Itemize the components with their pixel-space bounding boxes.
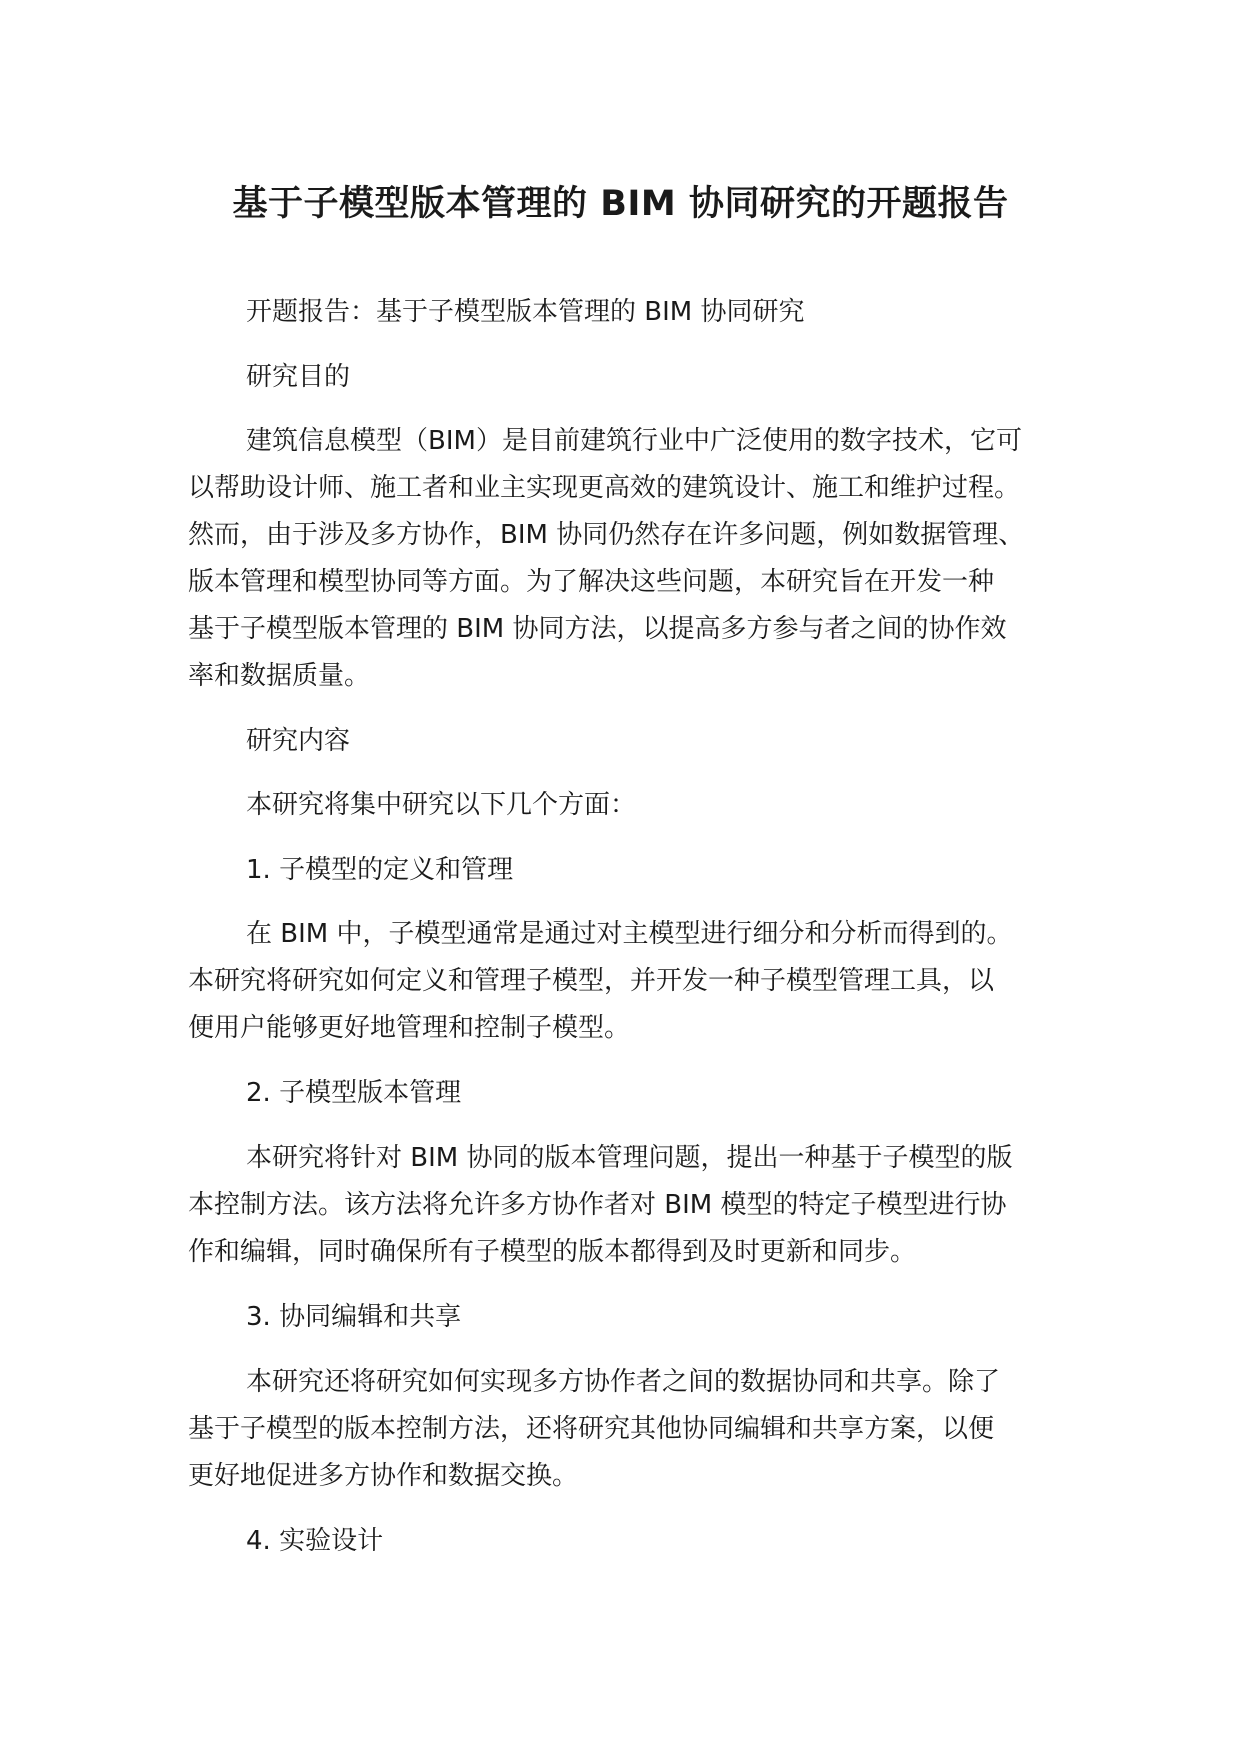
paragraph-line: 率和数据质量。 (188, 661, 371, 691)
document-title: 基于子模型版本管理的 BIM 协同研究的开题报告 (232, 184, 1009, 224)
section-heading-purpose: 研究目的 (246, 362, 351, 392)
report-subtitle: 开题报告：基于子模型版本管理的 BIM 协同研究 (246, 297, 805, 327)
paragraph-line: 本研究将集中研究以下几个方面： (246, 790, 637, 820)
paragraph-line: 本研究将研究如何定义和管理子模型，并开发一种子模型管理工具，以 (188, 966, 995, 996)
list-item-heading: 1. 子模型的定义和管理 (246, 855, 514, 885)
paragraph-line: 本研究将针对 BIM 协同的版本管理问题，提出一种基于子模型的版 (246, 1143, 1013, 1173)
paragraph-line: 基于子模型版本管理的 BIM 协同方法，以提高多方参与者之间的协作效 (188, 614, 1007, 644)
list-item-heading: 2. 子模型版本管理 (246, 1078, 462, 1108)
paragraph-line: 本研究还将研究如何实现多方协作者之间的数据协同和共享。除了 (246, 1367, 1001, 1397)
paragraph-line: 作和编辑，同时确保所有子模型的版本都得到及时更新和同步。 (188, 1237, 917, 1267)
paragraph-line: 以帮助设计师、施工者和业主实现更高效的建筑设计、施工和维护过程。 (188, 473, 1021, 503)
paragraph-line: 然而，由于涉及多方协作，BIM 协同仍然存在许多问题，例如数据管理、 (188, 520, 1025, 550)
paragraph-line: 版本管理和模型协同等方面。为了解决这些问题，本研究旨在开发一种 (188, 567, 995, 597)
paragraph-line: 便用户能够更好地管理和控制子模型。 (188, 1013, 631, 1043)
section-heading-content: 研究内容 (246, 726, 351, 756)
list-item-heading: 4. 实验设计 (246, 1526, 384, 1556)
paragraph-line: 建筑信息模型（BIM）是目前建筑行业中广泛使用的数字技术，它可 (246, 426, 1022, 456)
paragraph-line: 本控制方法。该方法将允许多方协作者对 BIM 模型的特定子模型进行协 (188, 1190, 1007, 1220)
paragraph-line: 基于子模型的版本控制方法，还将研究其他协同编辑和共享方案，以便 (188, 1414, 995, 1444)
paragraph-line: 更好地促进多方协作和数据交换。 (188, 1461, 579, 1491)
list-item-heading: 3. 协同编辑和共享 (246, 1302, 462, 1332)
paragraph-line: 在 BIM 中，子模型通常是通过对主模型进行细分和分析而得到的。 (246, 919, 1013, 949)
